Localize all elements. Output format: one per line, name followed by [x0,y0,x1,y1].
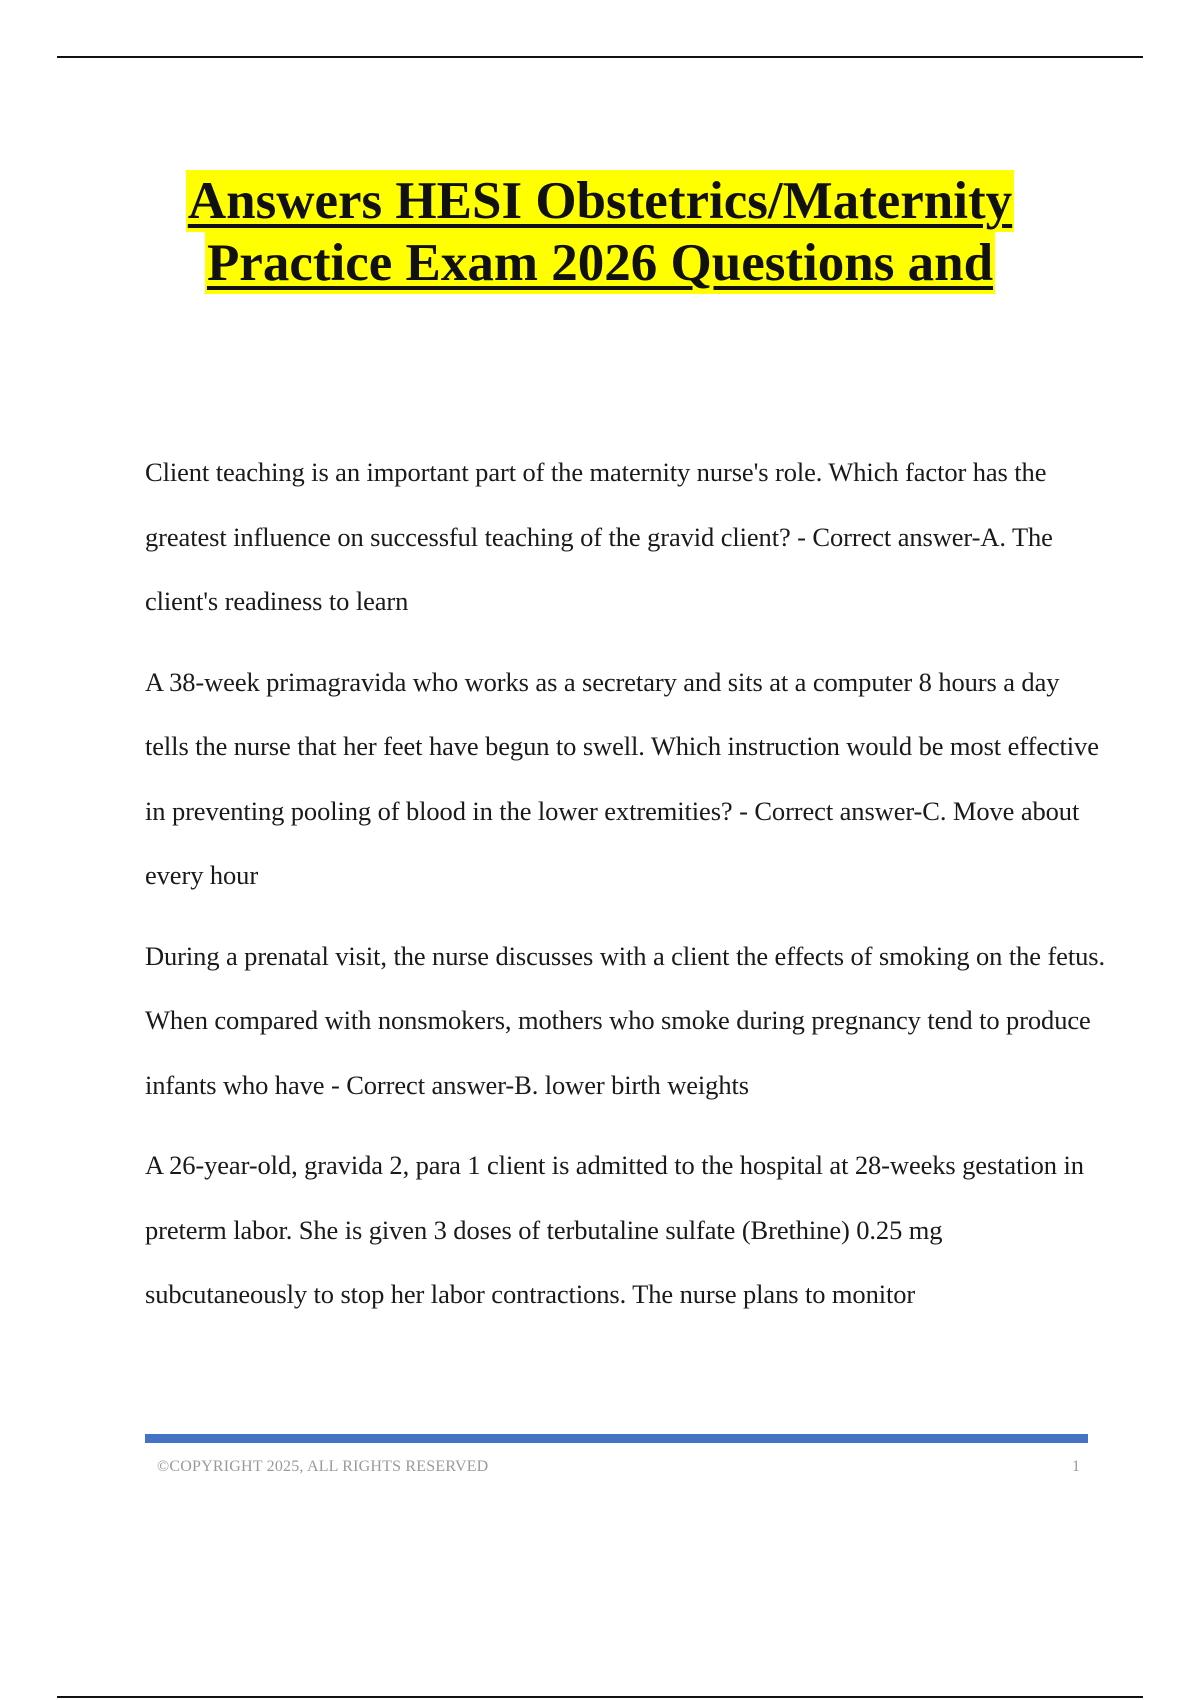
question-answer-item: During a prenatal visit, the nurse discusses with a client the effects of smoking on the fetus. When compared with nonsmokers, mothers who smoke during pregnancy tend to produce infants who have - Correct answer-B. lower birth weights [145,940,1105,1100]
document-title [0,170,1200,294]
question-answer-item: Client teaching is an important part of the maternity nurse's role. Which factor has the greatest influence on successful teaching of the gravid client? - Correct answer-A. The client's readiness to learn [145,457,1053,616]
question-answer-item: A 38-week primagravida who works as a secretary and sits at a computer 8 hours a day tells the nurse that her feet have begun to swell. Which instruction would be most effective in preventing pooling of blood in the lower extremities? - Correct answer-C. Move about every hour [145,666,1099,890]
footer-bar [145,1434,1088,1443]
bottom-divider [57,1696,1143,1698]
page-number: 1 [1072,1458,1080,1475]
title-line-1: Answers HESI Obstetrics/Maternity [187,172,1013,230]
top-divider [57,56,1143,58]
document-body [145,440,1105,1343]
question-answer-item: A 26-year-old, gravida 2, para 1 client is admitted to the hospital at 28-weeks gestation in preterm labor. She is given 3 doses of terbutaline sulfate (Brethine) 0.25 mg subcutaneously to stop her labor contractions. The nurse plans to monitor [145,1150,1084,1309]
title-line-2: Practice Exam 2026 Questions and [206,234,994,292]
footer-copyright: ©COPYRIGHT 2025, ALL RIGHTS RESERVED [157,1458,489,1475]
